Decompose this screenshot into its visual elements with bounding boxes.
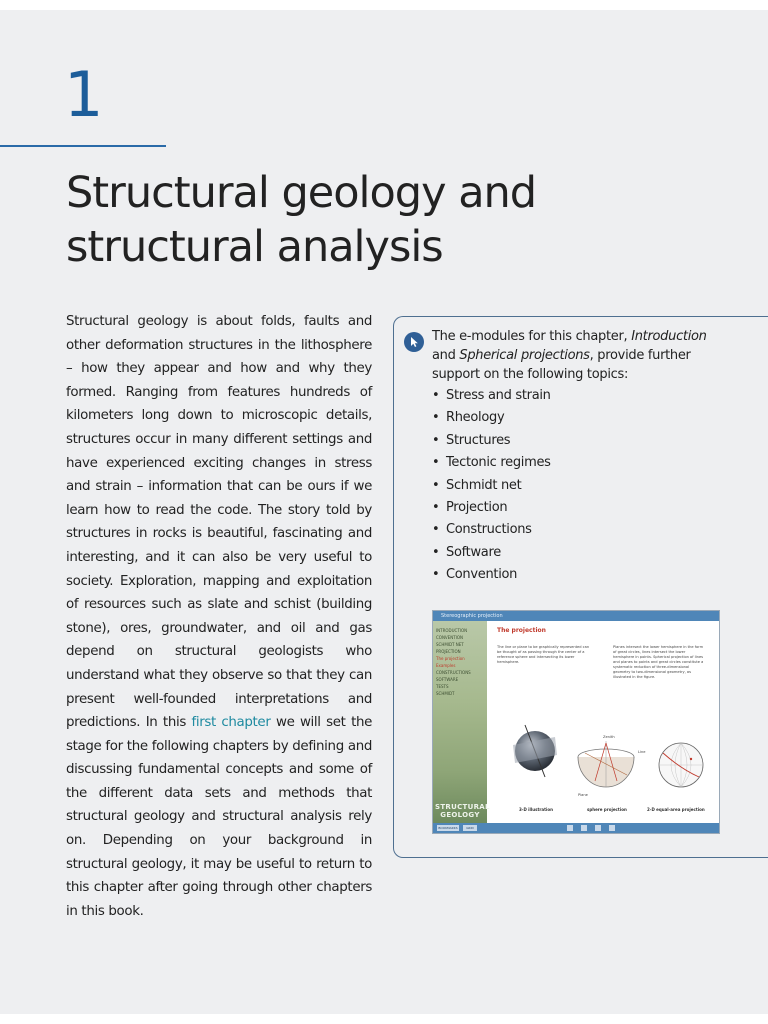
screenshot-title-bar: Stereographic projection [433, 611, 719, 621]
body-text-part-1: Structural geology is about folds, faults and other deformation structures in the lithosphere – how they appear and how and why they formed. Ranging from features hundreds of kilometers long down to microscopic details, structures occur in many different settings and have experienced exciting changes in stress and strain – information that can be ours if we learn how to read the code. The story told by structures in rocks is beautiful, fascinating and interesting, and it can also be very useful to society. Exploration, mapping and exploitation of resources such as slate and schist (building stone), ores, groundwater, and oil and gas depend on structural geologists who understand what they observe so that they can present well-founded interpretations and predictions. In this [66, 314, 372, 731]
topic-item: • Stress and strain [432, 385, 551, 407]
screenshot-footer [433, 823, 719, 833]
screenshot-heading: The projection [497, 627, 546, 634]
equal-area-net [655, 739, 707, 791]
topic-item: • Constructions [432, 519, 551, 541]
screenshot-nav-item[interactable]: CONSTRUCTIONS [436, 670, 471, 675]
chapter-rule [0, 145, 166, 147]
e-modules-topic-list [432, 385, 551, 587]
body-paragraph [66, 310, 372, 923]
screenshot-nav-item[interactable]: SOFTWARE [436, 677, 459, 682]
screenshot-nav-item[interactable]: PROJECTION [436, 649, 461, 654]
screenshot-text-right: Planes intersect the lower hemisphere in the form of great circles, lines intersect the lower hemisphere in points. Spherical projection of lines and planes to points and great circles constitute a systematic reduction of three-dimensional geometry to two-dimensional geometry, as illustrated in the figure. [613, 645, 704, 679]
e-module-screenshot [432, 610, 720, 834]
chapter-title: Structural geology and structural analysis [66, 168, 537, 272]
caption-sphere: sphere projection [587, 807, 627, 812]
intro-text-1: The e-modules for this chapter, [432, 329, 632, 344]
screenshot-nav-item[interactable]: CONVENTION [436, 635, 463, 640]
intro-text-2: and [432, 348, 460, 363]
e-modules-intro [432, 327, 732, 384]
label-zenith: Zenith [603, 735, 615, 739]
label-plane: Plane [578, 793, 588, 797]
screenshot-nav-item[interactable]: Examples [436, 663, 456, 668]
topic-item: • Convention [432, 564, 551, 586]
intro-module-spherical-projections: Spherical projections [459, 348, 590, 363]
label-line: Line [638, 750, 646, 754]
topic-item: • Tectonic regimes [432, 452, 551, 474]
body-text-part-2: we will set the stage for the following chapters by defining and discussing fundamental concepts and some of the different data sets and methods that structural geology and structural analysis rely on. Depending on your background in structural geology, it may be useful to return to this chapter after going through other chapters in this book. [66, 715, 372, 919]
screenshot-nav-item[interactable]: TESTS [436, 684, 449, 689]
next-page-button[interactable] [595, 825, 601, 831]
cursor-icon [404, 332, 424, 352]
caption-equal-area: 2-D equal-area projection [647, 807, 705, 812]
screenshot-nav-item[interactable]: SCHMIDT NET [436, 642, 464, 647]
topic-item: • Rheology [432, 407, 551, 429]
first-chapter-link[interactable]: first chapter [191, 715, 271, 731]
caption-3d: 3-D illustration [519, 807, 553, 812]
logo-line-1: STRUCTURAL [435, 803, 490, 811]
topic-item: • Software [432, 542, 551, 564]
grid-button[interactable]: GRID [463, 825, 477, 831]
first-page-button[interactable] [567, 825, 573, 831]
bookmarks-button[interactable]: BOOKMARKS [438, 826, 458, 830]
screenshot-text-left: The line or plane to be graphically represented can be thought of as passing through the center of a reference sphere and intersecting its lower hemisphere. [497, 645, 590, 664]
intro-text-3: , provide further support on the following topics: [432, 348, 691, 382]
intro-module-introduction: Introduction [631, 329, 707, 344]
topic-item: • Structures [432, 430, 551, 452]
last-page-button[interactable] [609, 825, 615, 831]
screenshot-nav-item[interactable]: INTRODUCTION [436, 628, 468, 633]
screenshot-nav-item[interactable]: SCHMIDT [436, 691, 455, 696]
topic-item: • Schmidt net [432, 475, 551, 497]
logo-line-2: GEOLOGY [440, 811, 480, 819]
sphere-projection-diagram [575, 741, 637, 797]
topic-item: • Projection [432, 497, 551, 519]
chapter-number: 1 [64, 58, 104, 131]
sphere-3d-illustration [505, 719, 565, 781]
screenshot-nav-item-active[interactable]: The projection [436, 656, 465, 661]
previous-page-button[interactable] [581, 825, 587, 831]
structural-geology-logo [435, 803, 490, 819]
screenshot-sidebar [433, 621, 490, 823]
